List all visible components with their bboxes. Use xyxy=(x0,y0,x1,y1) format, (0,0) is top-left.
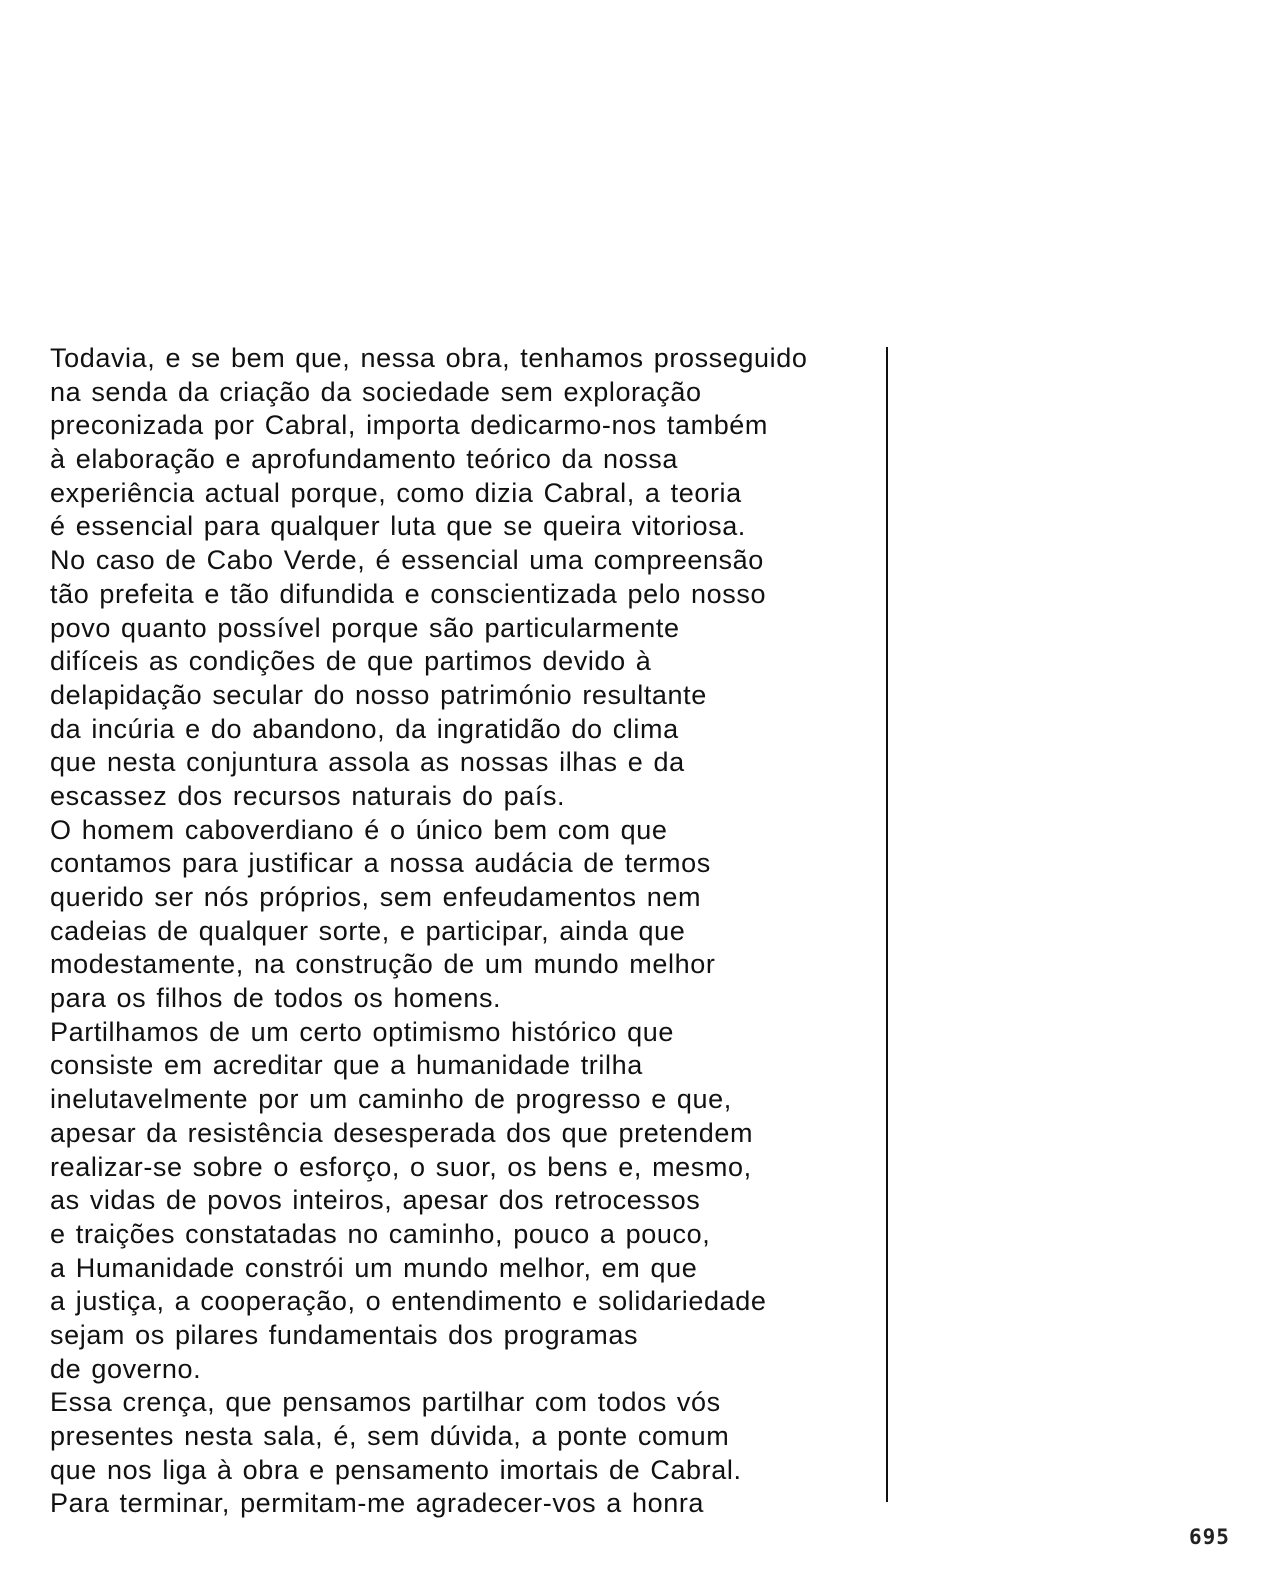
text-line: cadeias de qualquer sorte, e participar, ainda que xyxy=(50,915,686,946)
text-line: à elaboração e aprofundamento teórico da nossa xyxy=(50,444,679,475)
text-line: contamos para justificar a nossa audácia de termos xyxy=(50,848,711,879)
page-number: 695 xyxy=(1189,1525,1230,1549)
text-line: modestamente, na construção de um mundo melhor xyxy=(50,949,716,980)
text-line: que nos liga à obra e pensamento imortais de Cabral. xyxy=(50,1454,742,1485)
text-line: preconizada por Cabral, importa dedicarmo-nos também xyxy=(50,410,769,441)
text-line: de governo. xyxy=(50,1353,202,1384)
text-line: da incúria e do abandono, da ingratidão do clima xyxy=(50,713,679,744)
text-line: a Humanidade constrói um mundo melhor, em que xyxy=(50,1252,698,1283)
text-line: delapidação secular do nosso património resultante xyxy=(50,679,707,710)
text-line: tão prefeita e tão difundida e conscientizada pelo nosso xyxy=(50,578,767,609)
text-line: Todavia, e se bem que, nessa obra, tenhamos prosseguido xyxy=(50,343,808,373)
text-line: realizar-se sobre o esforço, o suor, os bens e, mesmo, xyxy=(50,1151,752,1182)
text-line: e traições constatadas no caminho, pouco a pouco, xyxy=(50,1218,711,1249)
text-line: inelutavelmente por um caminho de progresso e que, xyxy=(50,1084,732,1115)
text-line: presentes nesta sala, é, sem dúvida, a ponte comum xyxy=(50,1421,730,1451)
text-line: Essa crença, que pensamos partilhar com todos vós xyxy=(50,1387,721,1418)
text-line: povo quanto possível porque são particularmente xyxy=(50,612,680,643)
text-line: que nesta conjuntura assola as nossas ilhas e da xyxy=(50,747,685,778)
text-line: consiste em acreditar que a humanidade trilha xyxy=(50,1050,643,1081)
text-line: as vidas de povos inteiros, apesar dos retrocessos xyxy=(50,1185,701,1216)
text-line: na senda da criação da sociedade sem exploração xyxy=(50,376,702,407)
text-line: Para terminar, permitam-me agradecer-vos a honra xyxy=(50,1488,705,1519)
text-line: apesar da resistência desesperada dos que pretendem xyxy=(50,1117,754,1148)
text-line: escassez dos recursos naturais do país. xyxy=(50,780,566,811)
text-line: O homem caboverdiano é o único bem com que xyxy=(50,814,668,845)
text-line: Partilhamos de um certo optimismo histórico que xyxy=(50,1016,674,1047)
text-line: sejam os pilares fundamentais dos programas xyxy=(50,1319,639,1350)
text-line: experiência actual porque, como dizia Cabral, a teoria xyxy=(50,477,742,508)
body-text xyxy=(50,342,880,1521)
text-line: difíceis as condições de que partimos devido à xyxy=(50,646,652,677)
margin-rule xyxy=(886,347,888,1502)
text-line: querido ser nós próprios, sem enfeudamentos nem xyxy=(50,882,702,912)
text-line: No caso de Cabo Verde, é essencial uma compreensão xyxy=(50,545,764,576)
text-line: para os filhos de todos os homens. xyxy=(50,983,502,1014)
text-line: a justiça, a cooperação, o entendimento e solidariedade xyxy=(50,1286,767,1317)
text-line: é essencial para qualquer luta que se queira vitoriosa. xyxy=(50,511,746,542)
